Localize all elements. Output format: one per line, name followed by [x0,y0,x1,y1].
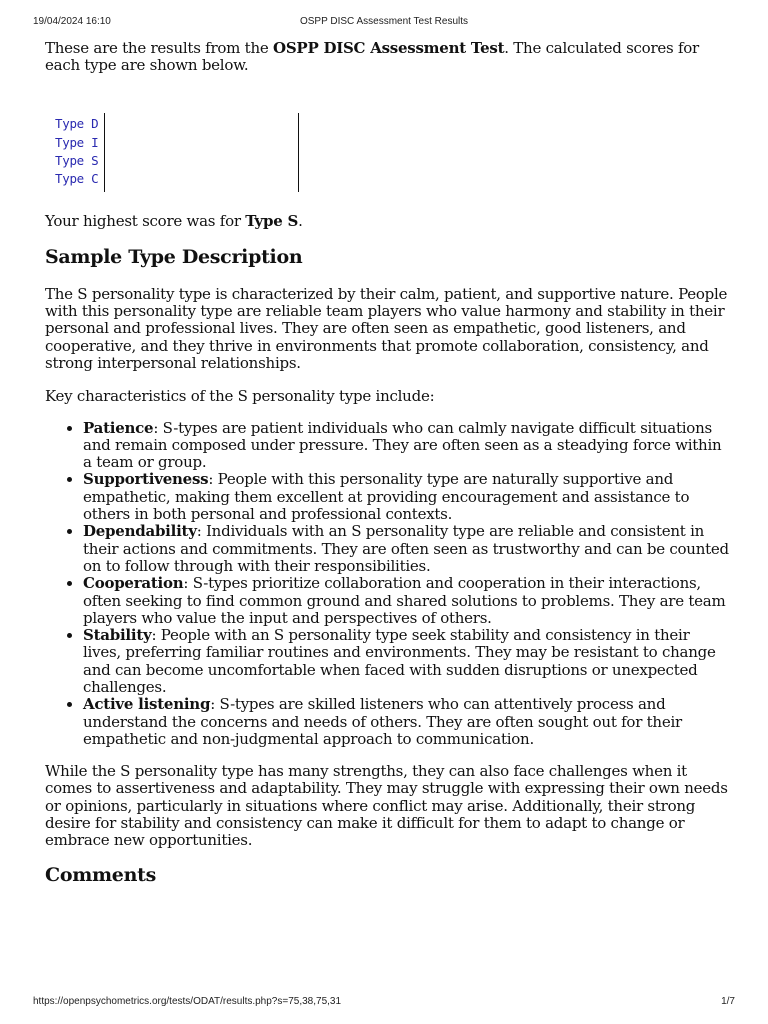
sample-type-heading: Sample Type Description [45,246,303,269]
list-item [83,420,729,472]
trait-text: : S-types are patient individuals who can calmly navigate difficult situations and remain composed under pressure. They are often seen as a steadying force within a team or group. [83,418,722,472]
list-item [83,575,729,627]
score-label-i: Type I [55,134,99,150]
score-label-c: Type C [55,171,99,187]
score-row [45,133,299,151]
trait-text: : S-types prioritize collaboration and cooperation in their interactions, often seeking to find common ground and shared solutions to problems. They are team players who value the input and perspectives of others. [83,574,726,627]
results-content [45,40,729,884]
trait-name: Stability [83,626,152,645]
trait-text: : People with an S personality type seek stability and consistency in their lives, preferring familiar routines and environments. They may be resistant to change and can become uncomfortable when faced with sudden disruptions or unexpected challenges. [83,626,716,696]
page-url: https://openpsychometrics.org/tests/ODAT/results.php?s=75,38,75,31 [33,996,342,1007]
intro-prefix: These are the results from the [45,39,274,57]
page-number: 1/7 [721,996,735,1007]
trait-name: Patience [83,418,154,437]
highest-type: Type S [245,212,299,231]
challenges-paragraph: While the S personality type has many strengths, they can also face challenges when it comes to assertiveness and adaptability. They may struggle with expressing their own needs or opinions, particularly in situations where conflict may arise. Additionally, their strong desire for stability and consistency can make it difficult for them to adapt to change or embrace new opportunities. [45,762,728,850]
trait-name: Supportiveness [83,470,209,489]
score-bar-c [105,170,299,192]
print-title: OSPP DISC Assessment Test Results [299,16,469,27]
test-name: OSPP DISC Assessment Test [273,39,505,57]
trait-text: : People with this personality type are naturally supportive and empathetic, making them excellent at providing encouragement and assistance to others in both personal and professional contexts. [83,470,690,524]
list-item [83,627,729,696]
score-row [45,170,299,192]
type-description: The S personality type is characterized by their calm, patient, and supportive nature. People with this personality type are reliable team players who value harmony and stability in their personal and professional lives. They are often seen as empathetic, good listeners, and cooperative, and they thrive in environments that promote collaboration, consistency, and strong interpersonal relationships. [45,284,728,372]
list-item [83,696,729,748]
comments-heading: Comments [45,863,156,886]
score-label-d: Type D [55,116,99,132]
score-table [45,113,299,193]
trait-name: Dependability [83,522,197,541]
key-characteristics-intro: Key characteristics of the S personality type include: [45,387,435,406]
intro-paragraph [45,40,729,75]
highest-suffix: . [298,212,303,231]
score-row [45,113,299,133]
intro-suffix: . The calculated scores for each type are shown below. [45,39,699,75]
trait-text: : Individuals with an S personality type are reliable and consistent in their actions and commitments. They are often seen as trustworthy and can be counted on to follow through with their responsibilities. [83,522,729,575]
score-bar-d [105,113,299,133]
print-header [33,16,735,30]
score-bar-i [105,133,299,151]
score-label-s: Type S [55,152,99,168]
score-bar-s [105,151,299,169]
list-item [83,471,729,523]
score-row [45,151,299,169]
highest-prefix: Your highest score was for [45,212,246,231]
trait-name: Active listening [83,695,211,714]
trait-text: : S-types are skilled listeners who can attentively process and understand the concerns and needs of others. They are often sought out for their empathetic and non-judgmental approach to communication. [83,695,682,748]
print-footer [33,996,735,1010]
list-item [83,523,729,575]
print-date: 19/04/2024 16:10 [33,16,111,27]
characteristics-list [45,420,729,749]
trait-name: Cooperation [83,574,184,593]
highest-score [45,213,729,230]
